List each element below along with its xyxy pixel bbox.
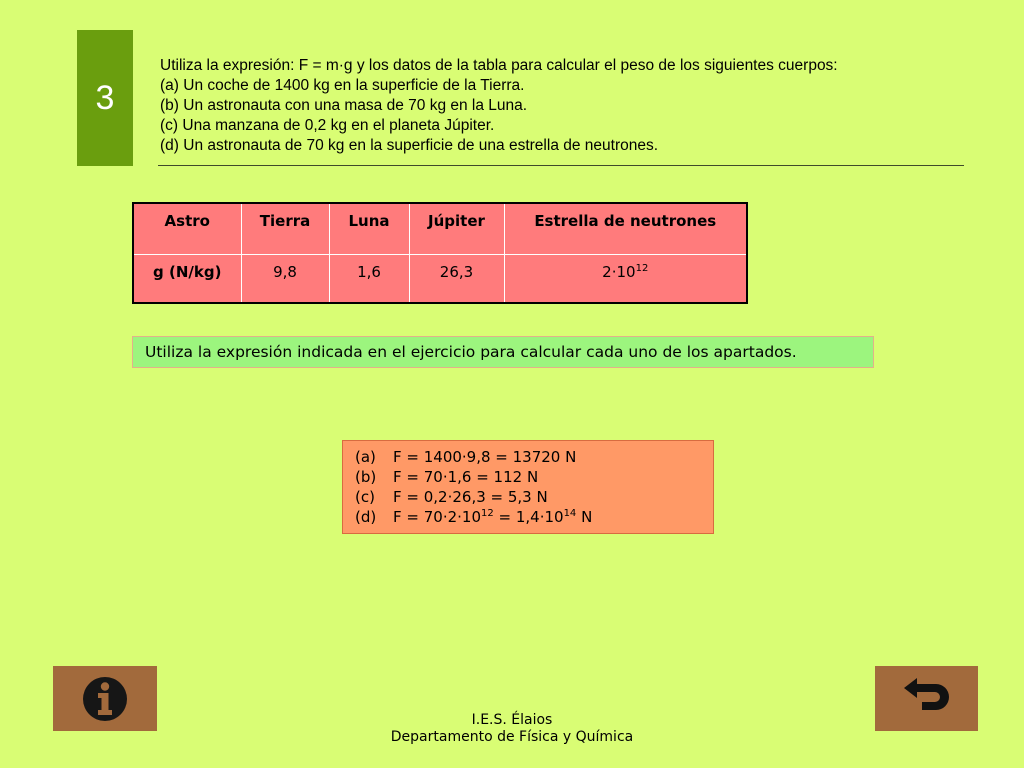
row-label-cell: g (N/kg) bbox=[133, 254, 241, 303]
header-cell: Astro bbox=[133, 203, 241, 254]
answer-text-pre: F = 70·2·10 bbox=[393, 508, 481, 526]
statement-line: (c) Una manzana de 0,2 kg en el planeta Júpiter. bbox=[160, 117, 495, 134]
exercise-number: 3 bbox=[77, 30, 133, 166]
statement-line: (d) Un astronauta de 70 kg en la superficie de una estrella de neutrones. bbox=[160, 137, 659, 154]
header-cell: Tierra bbox=[241, 203, 329, 254]
table-row bbox=[133, 254, 747, 303]
answer-label: (b) bbox=[355, 468, 377, 486]
hint-box: Utiliza la expresión indicada en el ejercicio para calcular cada uno de los apartados. bbox=[132, 336, 874, 368]
info-icon bbox=[80, 674, 130, 724]
return-arrow-icon bbox=[898, 676, 956, 722]
value-cell: 9,8 bbox=[241, 254, 329, 303]
exercise-statement bbox=[160, 56, 960, 156]
answer-line bbox=[355, 487, 713, 507]
answer-label: (c) bbox=[355, 488, 375, 506]
answer-label: (a) bbox=[355, 448, 376, 466]
answer-label: (d) bbox=[355, 508, 377, 526]
answer-exponent: 14 bbox=[563, 508, 577, 519]
header-cell: Júpiter bbox=[409, 203, 504, 254]
answers-box bbox=[342, 440, 714, 534]
footer-school: I.E.S. Élaios bbox=[471, 712, 553, 728]
header-cell: Estrella de neutrones bbox=[504, 203, 747, 254]
neutron-base: 2·10 bbox=[602, 262, 636, 281]
answer-line bbox=[355, 467, 713, 487]
value-cell: 1,6 bbox=[329, 254, 409, 303]
statement-line: (b) Un astronauta con una masa de 70 kg en la Luna. bbox=[160, 97, 528, 114]
table-header-row bbox=[133, 203, 747, 254]
statement-line: (a) Un coche de 1400 kg en la superficie de la Tierra. bbox=[160, 77, 525, 94]
info-button[interactable] bbox=[53, 666, 157, 731]
answer-text-mid: = 1,4·10 bbox=[493, 508, 564, 526]
value-cell bbox=[504, 254, 747, 303]
neutron-exponent: 12 bbox=[635, 262, 649, 274]
footer bbox=[312, 712, 712, 746]
value-cell: 26,3 bbox=[409, 254, 504, 303]
answer-line bbox=[355, 507, 713, 527]
answer-text: F = 0,2·26,3 = 5,3 N bbox=[393, 488, 548, 506]
answer-text-post: N bbox=[576, 508, 593, 526]
answer-text: F = 1400·9,8 = 13720 N bbox=[393, 448, 577, 466]
answer-text: F = 70·1,6 = 112 N bbox=[393, 468, 539, 486]
back-button[interactable] bbox=[875, 666, 978, 731]
answer-exponent: 12 bbox=[481, 508, 494, 519]
header-divider bbox=[158, 165, 964, 166]
gravity-table bbox=[132, 202, 748, 304]
statement-line: Utiliza la expresión: F = m·g y los datos de la tabla para calcular el peso de los siguientes cuerpos: bbox=[160, 57, 838, 74]
footer-department: Departamento de Física y Química bbox=[390, 729, 634, 745]
header-cell: Luna bbox=[329, 203, 409, 254]
answer-line bbox=[355, 447, 713, 467]
